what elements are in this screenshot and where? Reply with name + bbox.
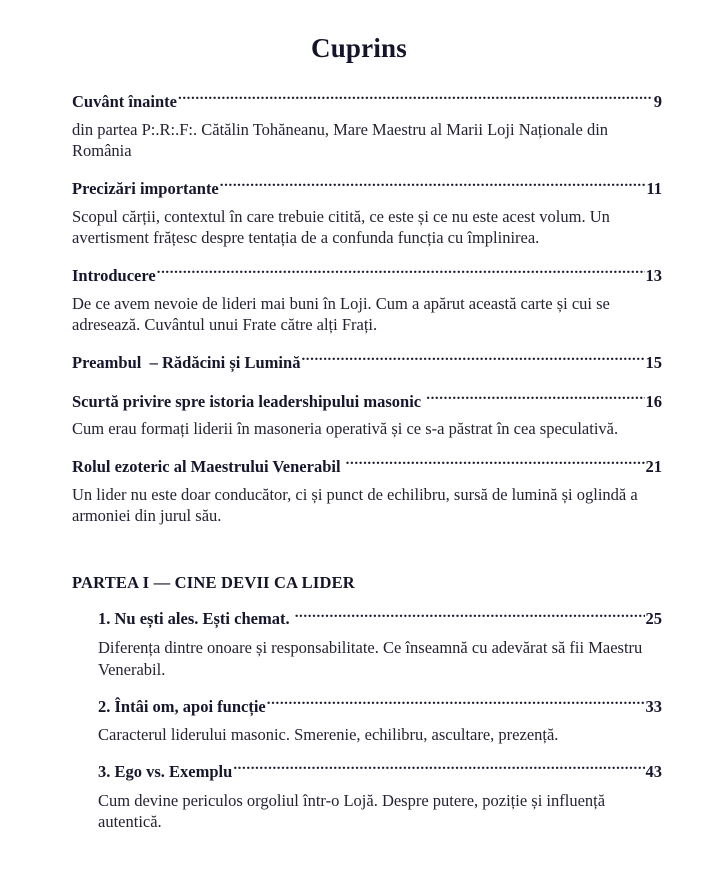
dot-leader bbox=[157, 265, 645, 282]
toc-entry bbox=[72, 265, 662, 336]
chapter-entry-description: Cum devine periculos orgoliul într-o Lojă. Despre putere, poziție și influență autentică. bbox=[98, 791, 606, 832]
dot-leader bbox=[346, 456, 645, 473]
toc-entry bbox=[72, 456, 662, 527]
chapter-entry-page: 33 bbox=[645, 696, 662, 716]
toc-entry bbox=[72, 390, 662, 440]
toc-entry-link[interactable] bbox=[72, 178, 662, 200]
toc-entry-description: din partea P:.R:.F:. Cătălin Tohăneanu, Mare Maestru al Marii Loji Naționale din România bbox=[72, 119, 609, 161]
chapter-entry-label: 2. Întâi om, apoi funcție bbox=[98, 696, 266, 716]
toc-entry-description: Scopul cărții, contextul în care trebuie citită, ce este și ce nu este acest volum. Un avertisment frățesc despre tentația de a confunda funcția cu împlinirea. bbox=[72, 206, 610, 248]
toc-entry-page: 15 bbox=[645, 353, 662, 373]
toc-entry-link[interactable] bbox=[72, 352, 662, 374]
chapter-entry bbox=[98, 608, 662, 680]
chapter-entry-label: 1. Nu ești ales. Ești chemat. bbox=[98, 609, 294, 629]
toc-entry-link[interactable] bbox=[72, 390, 662, 412]
toc-entry bbox=[72, 178, 662, 249]
chapter-entry-link[interactable] bbox=[98, 608, 662, 630]
chapter-entry-page: 43 bbox=[645, 762, 662, 782]
toc-entry-page: 11 bbox=[646, 179, 662, 199]
toc-entry-page: 16 bbox=[645, 391, 662, 411]
toc-entry-page: 13 bbox=[645, 266, 662, 286]
toc-entry-label: Scurtă privire spre istoria leadershipului masonic bbox=[72, 391, 426, 411]
toc-entry-description: Cum erau formați liderii în masoneria operativă și ce s-a păstrat în cea speculativă. bbox=[72, 419, 619, 439]
toc-entry-link[interactable] bbox=[72, 265, 662, 287]
toc-entry-page: 21 bbox=[645, 457, 662, 477]
toc-entry bbox=[72, 352, 662, 374]
toc-entry-label: Introducere bbox=[72, 266, 156, 286]
toc-entry-label: Rolul ezoteric al Maestrului Venerabil bbox=[72, 457, 345, 477]
chapter-entry-label: 3. Ego vs. Exemplu bbox=[98, 762, 233, 782]
chapter-entry-link[interactable] bbox=[98, 695, 662, 717]
toc-entry-description: De ce avem nevoie de lideri mai buni în Loji. Cum a apărut această carte și cui se adresează. Cuvântul unui Frate către alți Frați. bbox=[72, 293, 610, 335]
page-title: Cuprins bbox=[311, 33, 407, 63]
dot-leader bbox=[295, 608, 645, 625]
dot-leader bbox=[220, 178, 646, 195]
chapter-entry bbox=[98, 761, 662, 833]
part-heading: PARTEA I — CINE DEVII CA LIDER bbox=[72, 572, 355, 592]
toc-entry-page: 9 bbox=[653, 91, 662, 111]
chapter-entry-description: Diferența dintre onoare și responsabilitate. Ce înseamnă cu adevărat să fii Maestru Venerabil. bbox=[98, 638, 643, 679]
dot-leader bbox=[426, 390, 644, 407]
toc-entry bbox=[72, 90, 662, 161]
dot-leader bbox=[301, 352, 644, 369]
toc-entry-label: Cuvânt înainte bbox=[72, 91, 177, 111]
dot-leader bbox=[178, 90, 653, 107]
front-matter-list bbox=[72, 90, 662, 527]
toc-entry-link[interactable] bbox=[72, 456, 662, 478]
chapter-entry-link[interactable] bbox=[98, 761, 662, 783]
chapter-entry-page: 25 bbox=[645, 609, 662, 629]
chapter-entry-description: Caracterul liderului masonic. Smerenie, echilibru, ascultare, prezență. bbox=[98, 725, 559, 745]
chapter-entry bbox=[98, 695, 662, 746]
dot-leader bbox=[267, 695, 645, 712]
toc-entry-label: Precizări importante bbox=[72, 179, 219, 199]
toc-entry-link[interactable] bbox=[72, 90, 662, 112]
toc-entry-description: Un lider nu este doar conducător, ci și punct de echilibru, sursă de lumină și oglindă a armoniei din jurul său. bbox=[72, 485, 638, 526]
chapter-list bbox=[98, 608, 662, 833]
toc-entry-label: Preambul – Rădăcini și Lumină bbox=[72, 353, 301, 373]
dot-leader bbox=[233, 761, 644, 778]
